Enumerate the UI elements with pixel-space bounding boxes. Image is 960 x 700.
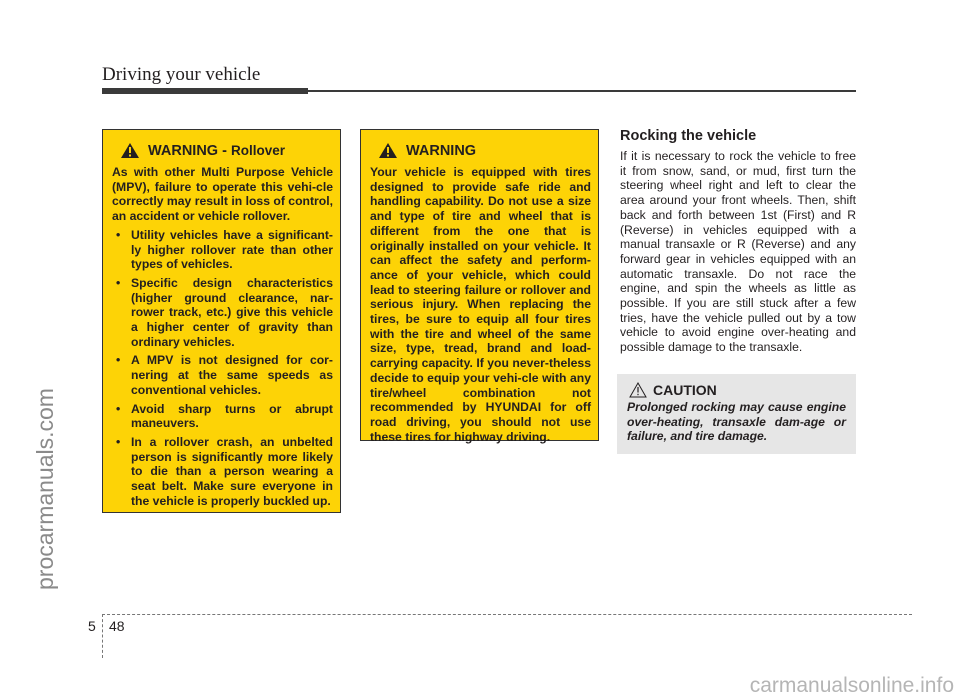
- warning-tires-heading: [370, 142, 591, 159]
- side-watermark: procarmanuals.com: [32, 388, 58, 590]
- warning-rollover-list: [112, 228, 333, 509]
- list-item: • Avoid sharp turns or abrupt maneuvers.: [112, 402, 333, 431]
- list-item: • Utility vehicles have a significant-ly higher rollover rate than other types of vehicles.: [112, 228, 333, 272]
- warning-tires-heading-label: WARNING: [406, 142, 477, 159]
- page-number: 48: [109, 618, 125, 634]
- page-header-title: Driving your vehicle: [102, 64, 261, 85]
- warning-rollover-heading-sub: Rollover: [230, 143, 285, 158]
- list-item: • In a rollover crash, an unbelted person is significantly more likely to die than a person wearing a seat belt. Make sure everyone in the vehicle is properly buckled up.: [112, 435, 333, 509]
- caution-text: Prolonged rocking may cause engine over-heating, transaxle dam-age or failure, and tire damage.: [627, 400, 846, 444]
- warning-rollover-box: [102, 129, 341, 513]
- caution-heading-label: CAUTION: [653, 382, 717, 398]
- list-item: • Specific design characteristics (higher ground clearance, nar-rower track, etc.) give this vehicle a higher center of gravity than ordinary vehicles.: [112, 276, 333, 350]
- caution-heading: [627, 382, 846, 398]
- warning-rollover-intro: As with other Multi Purpose Vehicle (MPV), failure to operate this vehi-cle correctly may result in loss of control, an accident or vehicle rollover.: [112, 165, 333, 224]
- rocking-body-text: If it is necessary to rock the vehicle to free it from snow, sand, or mud, first turn the steering wheel right and left to clear the area around your front wheels. Then, shift back and forth between 1st (First) and R (Reverse) in vehicles equipped with a manual transaxle or R (Reverse) and any forward gear in vehicles equipped with an automatic transaxle. Do not race the engine, and spin the wheels as little as possible. If you are still stuck after a few tries, have the vehicle pulled out by a tow vehicle to avoid engine over-heating and possible damage to the transaxle.: [620, 149, 856, 355]
- section-title-rocking: Rocking the vehicle: [620, 128, 757, 144]
- footer-divider: [102, 614, 103, 658]
- caution-box: [617, 374, 856, 454]
- warning-tires-text: Your vehicle is equipped with tires designed to provide safe ride and handling capability. Do not use a size and type of tire and wheel that is different from the one that is originally installed on your vehicle. It can affect the safety and perform-ance of your vehicle, which could lead to steering failure or rollover and serious injury. When replacing the tires, be sure to equip all four tires with the tire and wheel of the same size, type, tread, brand and load-carrying capacity. If you never-theless decide to equip your vehi-cle with any tire/wheel combination not recommended by HYUNDAI for off road driving, you should not use these tires for highway driving.: [370, 165, 591, 444]
- list-item: • A MPV is not designed for cor-nering at the same speeds as conventional vehicles.: [112, 353, 333, 397]
- warning-rollover-heading: [112, 142, 333, 159]
- bottom-watermark: carmanualsonline.info: [749, 674, 954, 697]
- chapter-number: 5: [88, 618, 96, 634]
- warning-tires-box: [360, 129, 599, 444]
- warning-triangle-icon: [120, 142, 140, 159]
- warning-triangle-icon: [378, 142, 398, 159]
- footer-rule: [102, 614, 912, 615]
- header-bar: [102, 88, 308, 94]
- warning-rollover-heading-label: WARNING -: [148, 142, 231, 159]
- header-rule: [308, 90, 856, 92]
- caution-triangle-icon: [629, 382, 647, 398]
